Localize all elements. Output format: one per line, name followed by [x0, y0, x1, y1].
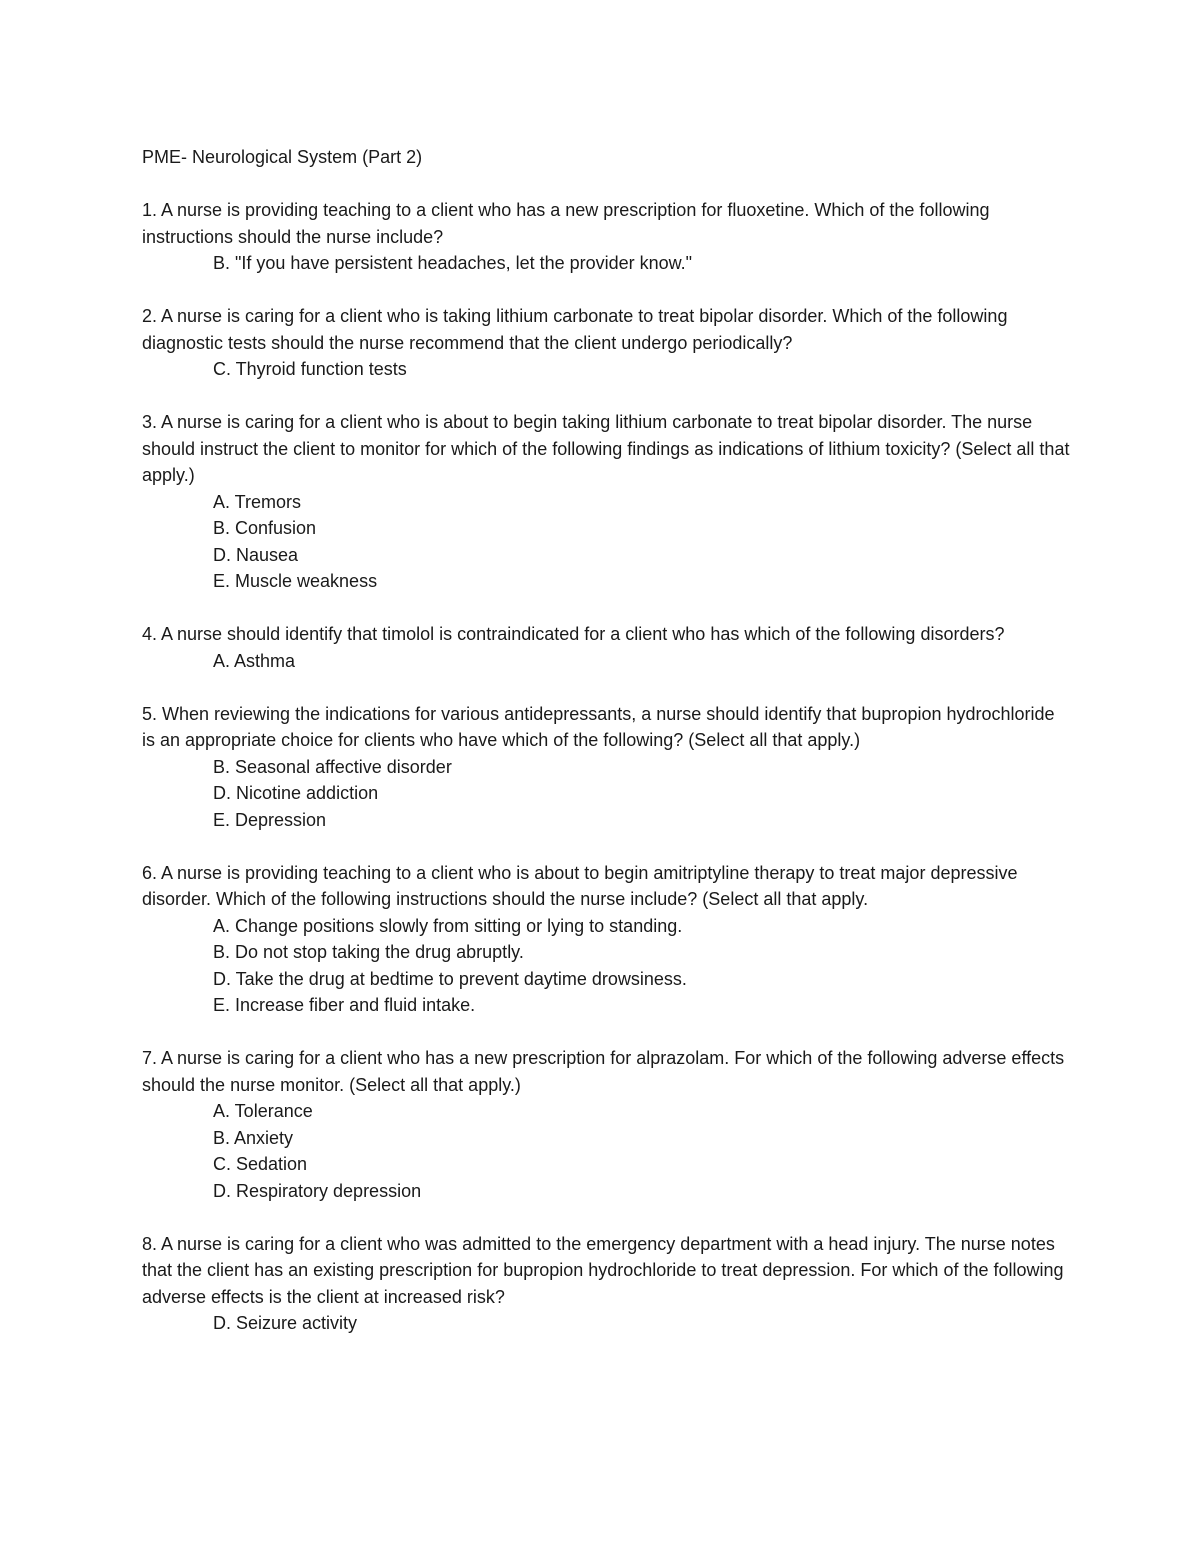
answer-item: C. Thyroid function tests	[213, 359, 407, 379]
answer-list	[142, 1098, 1072, 1204]
answer-item: C. Sedation	[213, 1154, 308, 1174]
question-3	[142, 409, 1072, 595]
question-4	[142, 621, 1072, 674]
answer-item: B. Anxiety	[213, 1127, 294, 1148]
answer-item: D. Respiratory depression	[213, 1180, 422, 1201]
answer-item: A. Tremors	[213, 491, 302, 512]
answer-item: B. Confusion	[213, 518, 317, 538]
question-text: 8. A nurse is caring for a client who was admitted to the emergency department with a head injury. The nurse notes that the client has an existing prescription for bupropion hydrochloride to treat depression. For which of the following adverse effects is the client at increased risk?	[142, 1233, 1064, 1307]
answer-item: A. Asthma	[213, 650, 296, 671]
answer-item: D. Seizure activity	[213, 1313, 358, 1333]
question-8	[142, 1231, 1072, 1337]
question-1	[142, 197, 1072, 277]
document-title: PME- Neurological System (Part 2)	[142, 147, 423, 167]
answer-item: B. Seasonal affective disorder	[213, 756, 452, 777]
question-text: 6. A nurse is providing teaching to a client who is about to begin amitriptyline therapy to treat major depressive disorder. Which of the following instructions should the nurse include? (Select all that apply.	[142, 862, 1018, 909]
answer-item: D. Nausea	[213, 544, 299, 565]
answer-item: B. Do not stop taking the drug abruptly.	[213, 942, 524, 962]
question-text: 5. When reviewing the indications for various antidepressants, a nurse should identify that bupropion hydrochloride is an appropriate choice for clients who have which of the following? (Select all that apply.)	[142, 703, 1055, 750]
answer-item: E. Muscle weakness	[213, 571, 378, 591]
answer-item: A. Tolerance	[213, 1101, 313, 1121]
answer-item: D. Take the drug at bedtime to prevent daytime drowsiness.	[213, 968, 687, 989]
answer-list	[142, 754, 1072, 834]
question-2	[142, 303, 1072, 383]
answer-list	[142, 1310, 1072, 1337]
answer-list	[142, 489, 1072, 595]
question-7	[142, 1045, 1072, 1204]
question-text: 4. A nurse should identify that timolol is contraindicated for a client who has which of the following disorders?	[142, 624, 1005, 644]
answer-list	[142, 250, 1072, 277]
question-text: 2. A nurse is caring for a client who is taking lithium carbonate to treat bipolar disorder. Which of the following diagnostic tests should the nurse recommend that the client undergo periodically?	[142, 306, 1008, 353]
question-text: 3. A nurse is caring for a client who is about to begin taking lithium carbonate to treat bipolar disorder. The nurse should instruct the client to monitor for which of the following findings as indications of lithium toxicity? (Select all that apply.)	[142, 412, 1070, 485]
answer-list	[142, 648, 1072, 675]
question-6	[142, 860, 1072, 1019]
answer-item: B. "If you have persistent headaches, let the provider know."	[213, 253, 693, 273]
answer-item: A. Change positions slowly from sitting or lying to standing.	[213, 915, 683, 936]
answer-item: E. Depression	[213, 809, 327, 830]
answer-list	[142, 913, 1072, 1019]
question-text: 1. A nurse is providing teaching to a client who has a new prescription for fluoxetine. Which of the following instructions should the nurse include?	[142, 200, 990, 247]
answer-item: D. Nicotine addiction	[213, 783, 379, 803]
answer-list	[142, 356, 1072, 383]
document-page	[142, 144, 1072, 1363]
question-5	[142, 701, 1072, 834]
answer-item: E. Increase fiber and fluid intake.	[213, 995, 476, 1015]
question-text: 7. A nurse is caring for a client who has a new prescription for alprazolam. For which of the following adverse effects should the nurse monitor. (Select all that apply.)	[142, 1048, 1065, 1095]
